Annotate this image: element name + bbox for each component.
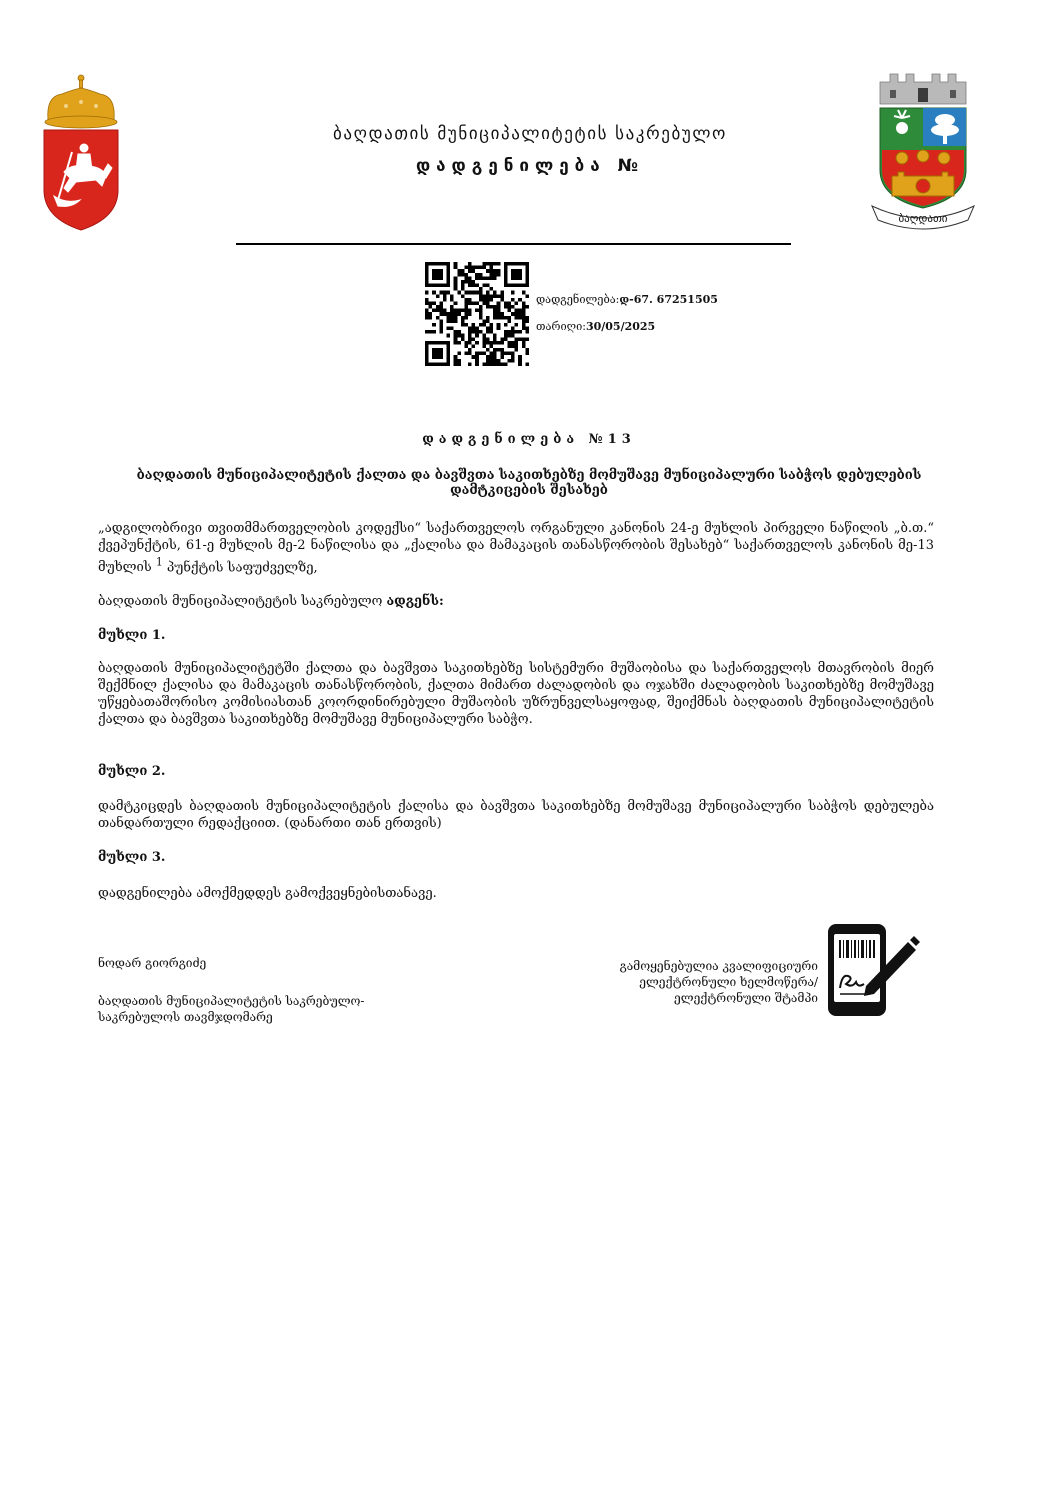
header-divider [236, 243, 791, 245]
qr-code[interactable] [425, 262, 529, 366]
esig-line-3: ელექტრონული შტამპი [674, 991, 818, 1005]
council-title: ბაღდათის მუნიციპალიტეტის საკრებულო [332, 124, 727, 144]
enacting-prefix: ბაღდათის მუნიციპალიტეტის საკრებულო [98, 594, 387, 609]
georgia-coat-of-arms [36, 72, 126, 232]
signer-position [98, 993, 365, 1025]
preamble-superscript: 1 [155, 556, 163, 569]
electronic-signature-icon [826, 922, 922, 1018]
registration-number-value: დ-67. 67251505 [619, 293, 718, 306]
registration-date [536, 320, 655, 333]
electronic-signature-caption [560, 958, 818, 1006]
article-2-heading: მუხლი 2. [98, 764, 166, 779]
enacting-clause [98, 593, 934, 610]
article-3-text: დადგენილება ამოქმედდეს გამოქვეყნებისთანავე. [98, 886, 437, 901]
article-1-heading: მუხლი 1. [98, 628, 166, 643]
resolution-header: დადგენილება № [415, 156, 645, 176]
article-1-text: ბაღდათის მუნიციპალიტეტში ქალთა და ბავშვთა საკითხებზე სისტემური მუშაობისა და საქართველოს მთავრობის მიერ შექმნილ ქალისა და მამაკაცის თანასწორობის, ქალთა მიმართ ძალადობის და ოჯახში ძალადობის საკითხებზე მომუშავე უწყებათაშორისო კომისიასთან კოორდინირებული მუშაობის უზრუნველსაყოფად, შეიქმნას ბაღდათის მუნიციპალიტეტის ქალთა და ბავშვთა საკითხებზე მომუშავე მუნიციპალური საბჭო. [98, 661, 934, 727]
esig-line-1: გამოყენებულია კვალიფიციური [619, 959, 818, 973]
document-subject: ბაღდათის მუნიციპალიტეტის ქალთა და ბავშვთა საკითხებზე მომუშავე მუნიციპალური საბჭოს დებულების დამტკიცების შესახებ [136, 468, 922, 498]
enacting-keyword: ადგენს: [386, 594, 444, 609]
baghdati-coat-label: ბაღდათი [898, 212, 948, 225]
article-2-text: დამტკიცდეს ბაღდათის მუნიციპალიტეტის ქალისა და ბავშვთა საკითხებზე მომუშავე მუნიციპალური საბჭოს დებულება თანდართული რედაქციით. (დანართი თან ერთვის) [98, 799, 934, 831]
registration-number [536, 293, 718, 306]
signer-name: ნოდარ გიორგიძე [98, 956, 207, 970]
esig-line-2: ელექტრონული ხელმოწერა/ [639, 975, 818, 989]
preamble-ending: პუნქტის საფუძველზე, [162, 560, 318, 576]
signer-position-line-1: ბაღდათის მუნიციპალიტეტის საკრებულო- [98, 994, 365, 1008]
registration-date-label: თარიღი: [536, 320, 586, 333]
signer-position-line-2: საკრებულოს თავმჯდომარე [98, 1010, 273, 1024]
article-3-heading: მუხლი 3. [98, 850, 166, 865]
preamble-text: „ადგილობრივი თვითმმართველობის კოდექსი“ საქართველოს ორგანული კანონის 24-ე მუხლის პირველი ნაწილის „ბ.თ.“ ქვეპუნქტის, 61-ე მუხლის მე-2 ნაწილისა და „ქალისა და მამაკაცის თანასწორობის შესახებ“ საქართველოს კანონის მე-13 მუხლის $^1$ [98, 521, 934, 576]
registration-number-label: დადგენილება: [536, 293, 620, 306]
preamble [98, 520, 934, 576]
registration-date-value: 30/05/2025 [585, 320, 656, 333]
document-title: დადგენილება №13 [422, 432, 636, 447]
baghdati-coat-of-arms [868, 70, 978, 232]
